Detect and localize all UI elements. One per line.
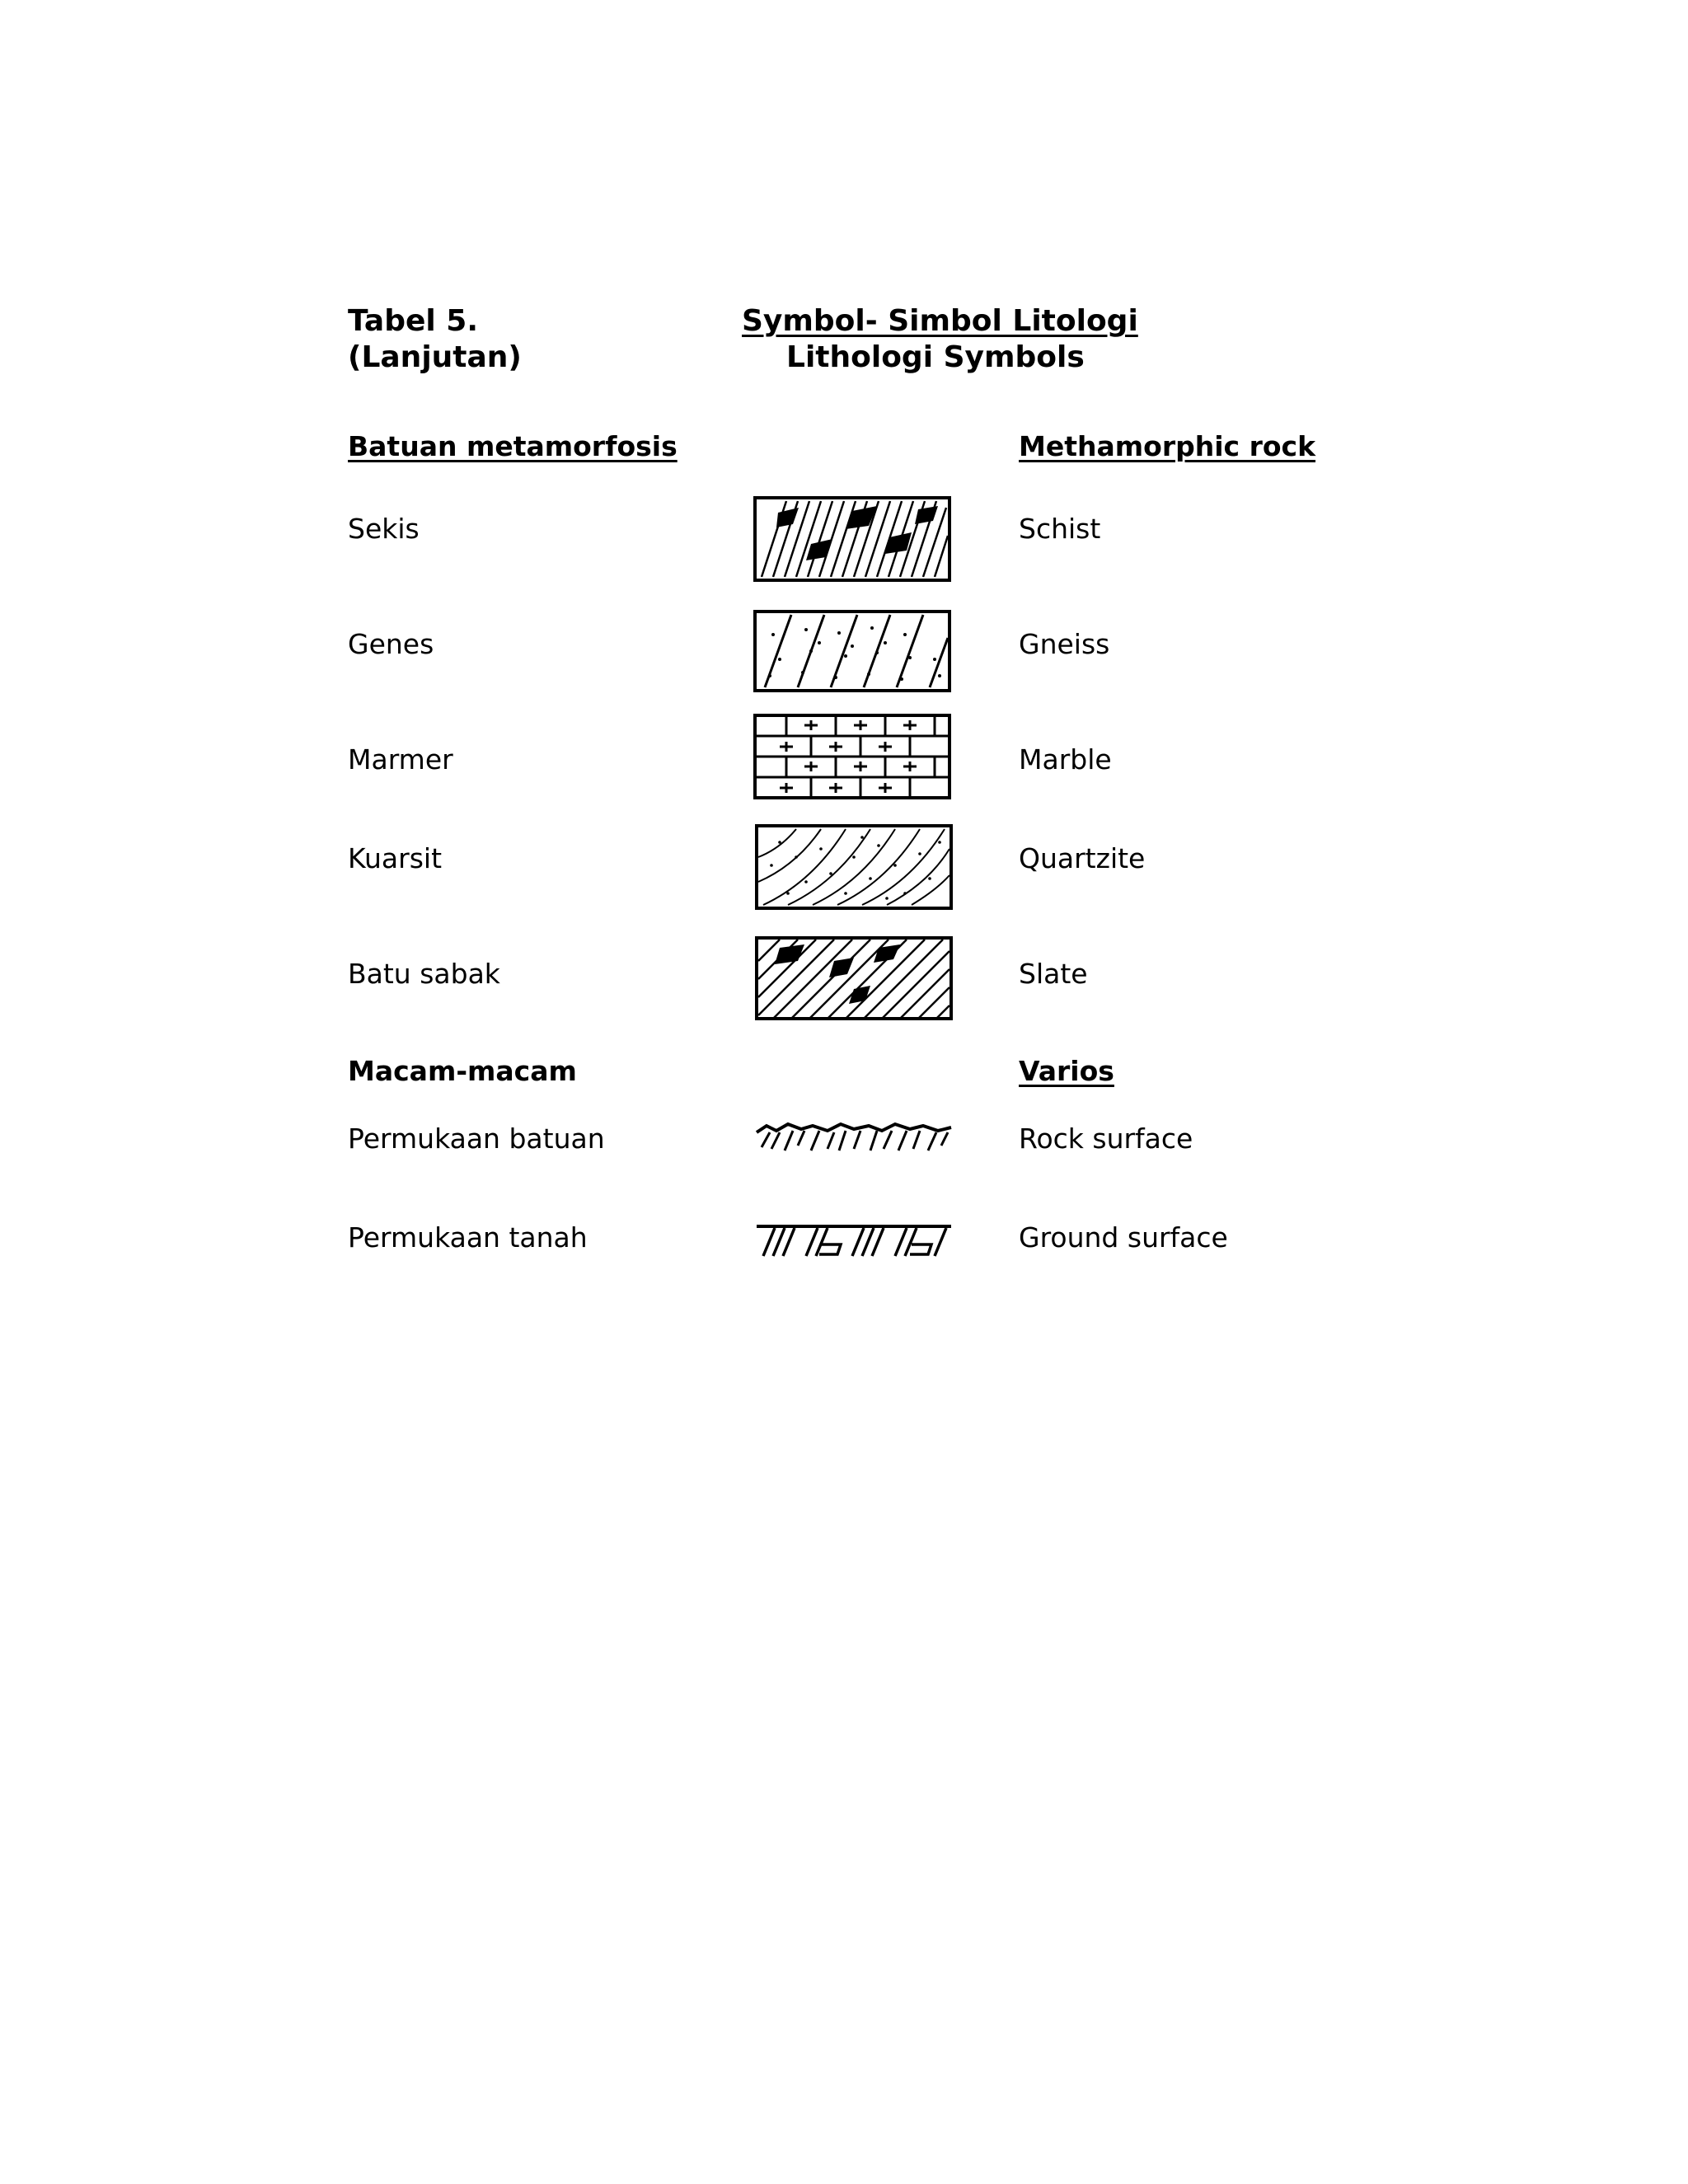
section-heading-various-en: Varios: [1019, 1055, 1114, 1087]
label-ground-surface: Ground surface: [1019, 1221, 1228, 1254]
label-genes: Genes: [348, 628, 434, 660]
marble-pattern-icon: [753, 714, 951, 799]
table-number: Tabel 5.: [348, 304, 478, 338]
label-marble: Marble: [1019, 743, 1112, 776]
section-heading-various-id: Macam-macam: [348, 1055, 577, 1087]
gneiss-pattern-icon: [753, 610, 951, 692]
label-gneiss: Gneiss: [1019, 628, 1110, 660]
label-sekis: Sekis: [348, 513, 420, 545]
label-marmer: Marmer: [348, 743, 453, 776]
label-schist: Schist: [1019, 513, 1101, 545]
label-slate: Slate: [1019, 958, 1088, 990]
table-title-english: Lithologi Symbols: [786, 340, 1085, 374]
label-permukaan-batuan: Permukaan batuan: [348, 1122, 605, 1155]
schist-pattern-icon: [753, 496, 951, 582]
label-quartzite: Quartzite: [1019, 842, 1146, 874]
section-heading-metamorphic-en: Methamorphic rock: [1019, 430, 1316, 462]
label-permukaan-tanah: Permukaan tanah: [348, 1221, 588, 1254]
slate-pattern-icon: [755, 936, 953, 1020]
label-kuarsit: Kuarsit: [348, 842, 443, 874]
label-batu-sabak: Batu sabak: [348, 958, 500, 990]
section-heading-metamorphic-id: Batuan metamorfosis: [348, 430, 678, 462]
quartzite-pattern-icon: [755, 824, 953, 910]
table-continued-label: (Lanjutan): [348, 340, 522, 374]
rock-surface-pattern-icon: [755, 1121, 953, 1154]
table-title-indonesian: Symbol- Simbol Litologi: [742, 304, 1138, 338]
label-rock-surface: Rock surface: [1019, 1122, 1193, 1155]
ground-surface-pattern-icon: [755, 1221, 953, 1259]
